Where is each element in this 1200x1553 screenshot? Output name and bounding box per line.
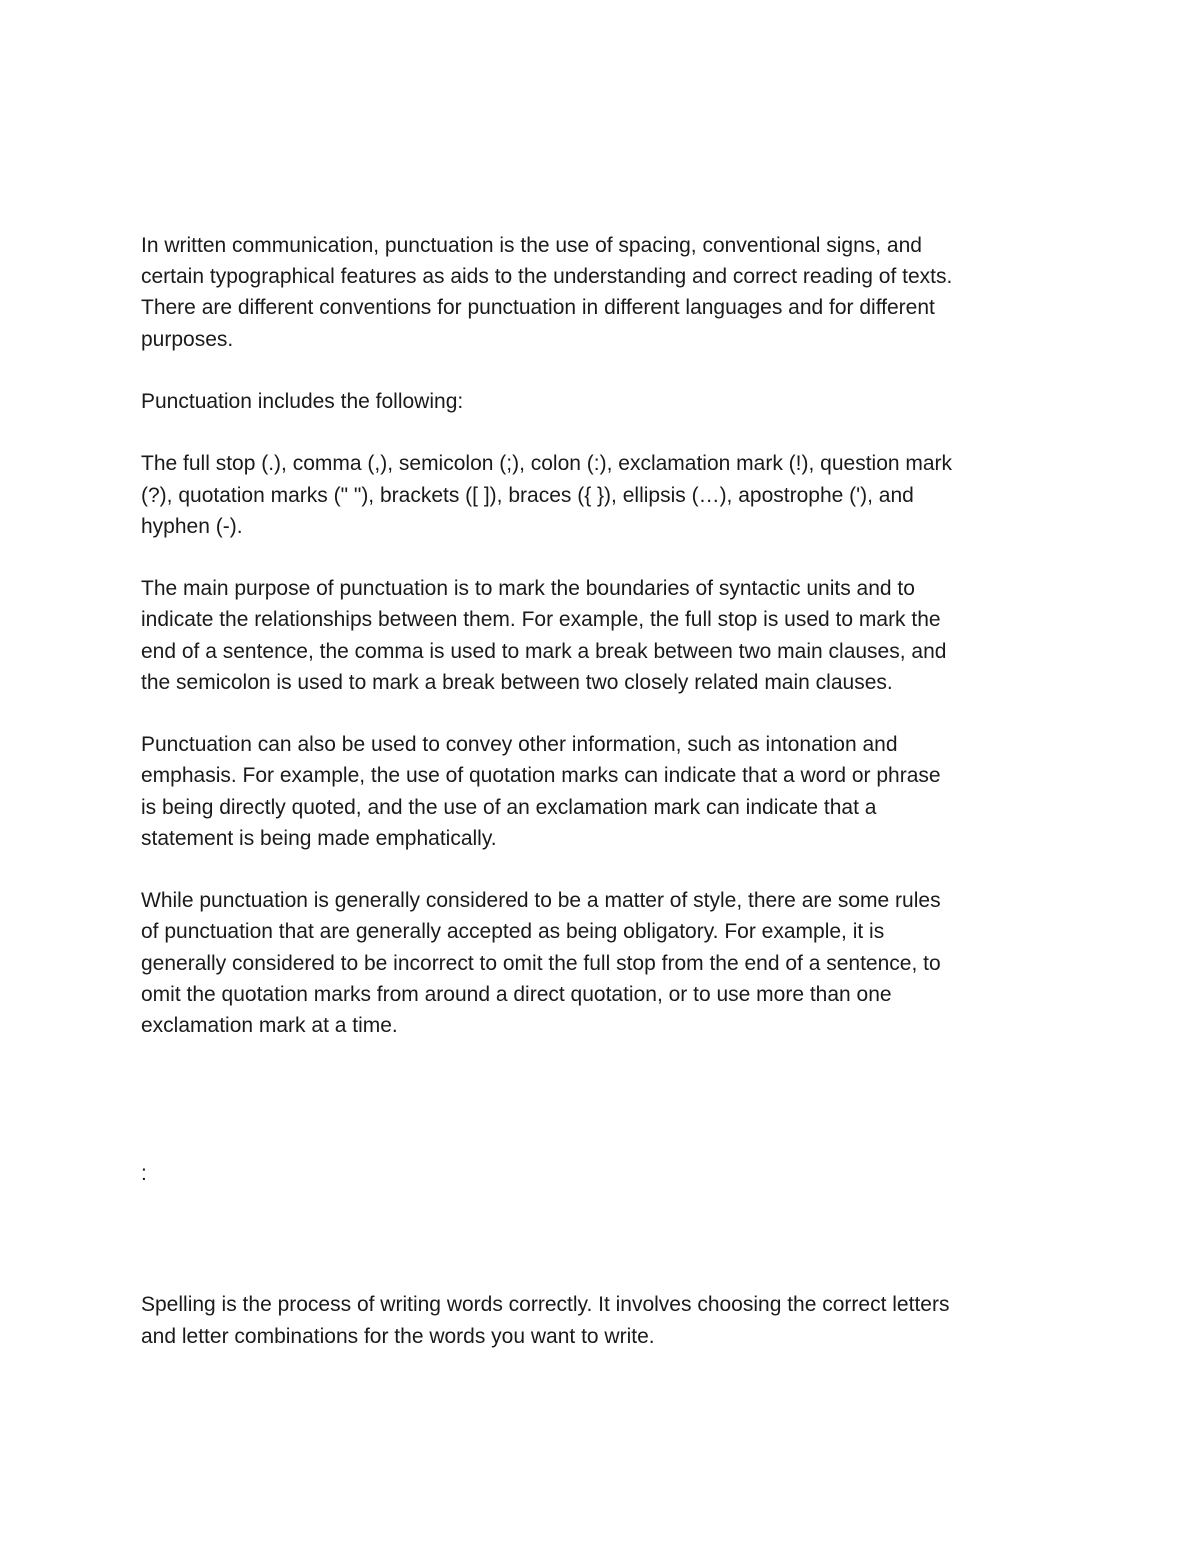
paragraph-obligatory-rules: While punctuation is generally considered to be a matter of style, there are some rules of punctuation that are generally accepted as being obligatory. For example, it is generally considered to be incorrect to omit the full stop from the end of a sentence, to omit the quotation marks from around a direct quotation, or to use more than one exclamation mark at a time. <box>141 889 941 1037</box>
paragraph-colon: : <box>141 1162 147 1186</box>
paragraph-punctuation-definition: In written communication, punctuation is the use of spacing, conventional signs, and certain typographical features as aids to the understanding and correct reading of texts. There are different conventions for punctuation in different languages and for different purposes. <box>141 234 953 351</box>
paragraph-main-purpose: The main purpose of punctuation is to mark the boundaries of syntactic units and to indicate the relationships between them. For example, the full stop is used to mark the end of a sentence, the comma is used to mark a break between two main clauses, and the semicolon is used to mark a break between two closely related main clauses. <box>141 577 947 694</box>
paragraph-punctuation-marks-list: The full stop (.), comma (,), semicolon (;), colon (:), exclamation mark (!), question mark (?), quotation marks (" "), brackets ([ ]), braces ({ }), ellipsis (…), apostrophe ('), and hyphen (-). <box>141 452 953 538</box>
document-body <box>141 230 1061 1383</box>
paragraph-spelling: Spelling is the process of writing words correctly. It involves choosing the correct letters and letter combinations for the words you want to write. <box>141 1293 950 1348</box>
paragraph-other-information: Punctuation can also be used to convey other information, such as intonation and emphasis. For example, the use of quotation marks can indicate that a word or phrase is being directly quoted, and the use of an exclamation mark can indicate that a statement is being made emphatically. <box>141 733 941 850</box>
paragraph-punctuation-includes: Punctuation includes the following: <box>141 390 464 413</box>
